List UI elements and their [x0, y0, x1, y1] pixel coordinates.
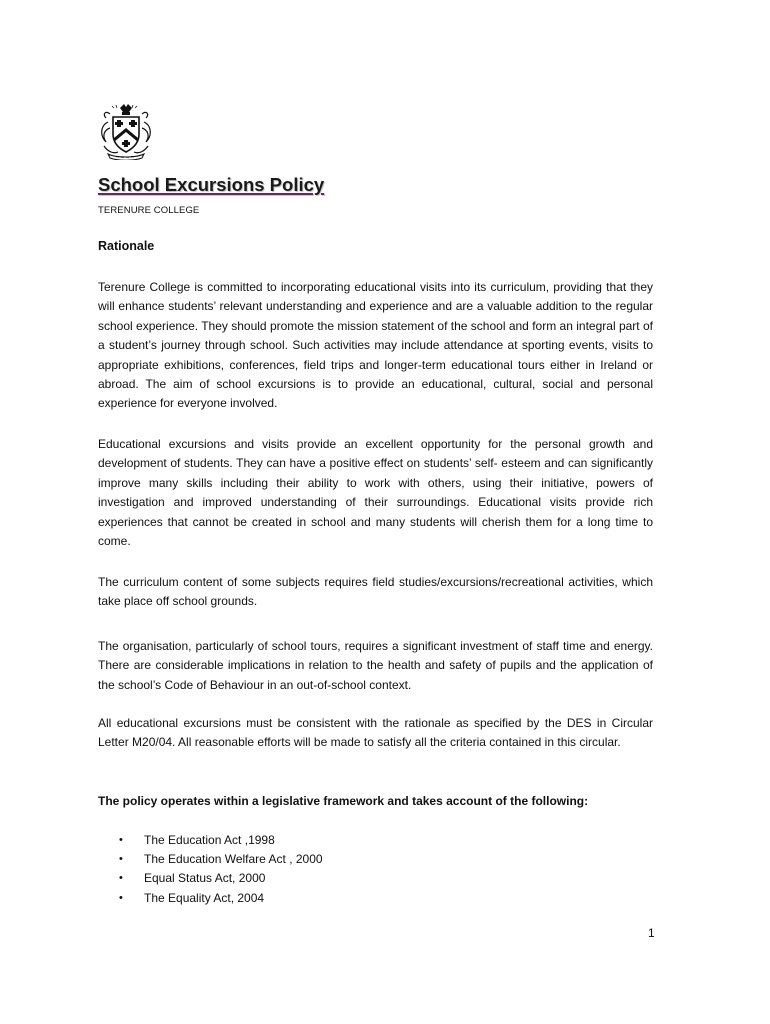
- paragraph-3: The curriculum content of some subjects requires field studies/excursions/recreational activities, which take place off school grounds.: [98, 575, 653, 609]
- paragraph-4: The organisation, particularly of school tours, requires a significant investment of staff time and energy. There are considerable implications in relation to the health and safety of pupils and the application of the school’s Code of Behaviour in an out-of-school context.: [98, 639, 653, 692]
- paragraph-2: Educational excursions and visits provide an excellent opportunity for the personal growth and development of students. They can have a positive effect on students’ self- esteem and can significantly improve many skills including their ability to work with others, using their initiative, powers of investigation and improved understanding of their surroundings. Educational visits provide rich experiences that cannot be created in school and many students will cherish them for a long time to come.: [98, 437, 653, 549]
- school-name: TERENURE COLLEGE: [98, 205, 200, 216]
- list-item: [98, 869, 323, 888]
- college-crest-icon: [98, 100, 154, 160]
- list-item: [98, 889, 323, 908]
- bullet-icon: •: [119, 853, 123, 866]
- paragraph-1: Terenure College is committed to incorporating educational visits into its curriculum, providing that they will enhance students’ relevant understanding and experience and are a valuable addition to the regular school experience. They should promote the mission statement of the school and form an integral part of a student’s journey through school. Such activities may include attendance at sporting events, visits to appropriate exhibitions, conferences, field trips and longer-term educational tours either in Ireland or abroad. The aim of school excursions is to provide an educational, cultural, social and personal experience for everyone involved.: [98, 280, 653, 411]
- list-item-label: Equal Status Act, 2000: [144, 871, 266, 886]
- page-number: 1: [648, 926, 655, 940]
- list-item-label: The Education Act ,1998: [144, 833, 275, 847]
- list-item: [98, 850, 323, 869]
- framework-heading: The policy operates within a legislative framework and takes account of the following:: [98, 794, 589, 808]
- paragraph-5: All educational excursions must be consistent with the rationale as specified by the DES in Circular Letter M20/04. All reasonable efforts will be made to satisfy all the criteria contained in this circular.: [98, 716, 653, 750]
- bullet-icon: •: [119, 891, 123, 904]
- section-heading-rationale: Rationale: [98, 239, 155, 253]
- list-item-label: The Education Welfare Act , 2000: [144, 852, 323, 867]
- bullet-icon: •: [119, 834, 123, 846]
- bullet-icon: •: [119, 872, 123, 885]
- document-title: School Excursions Policy: [98, 174, 325, 195]
- list-item-label: The Equality Act, 2004: [144, 890, 265, 905]
- list-item: [98, 831, 323, 850]
- legislation-list: [98, 831, 323, 908]
